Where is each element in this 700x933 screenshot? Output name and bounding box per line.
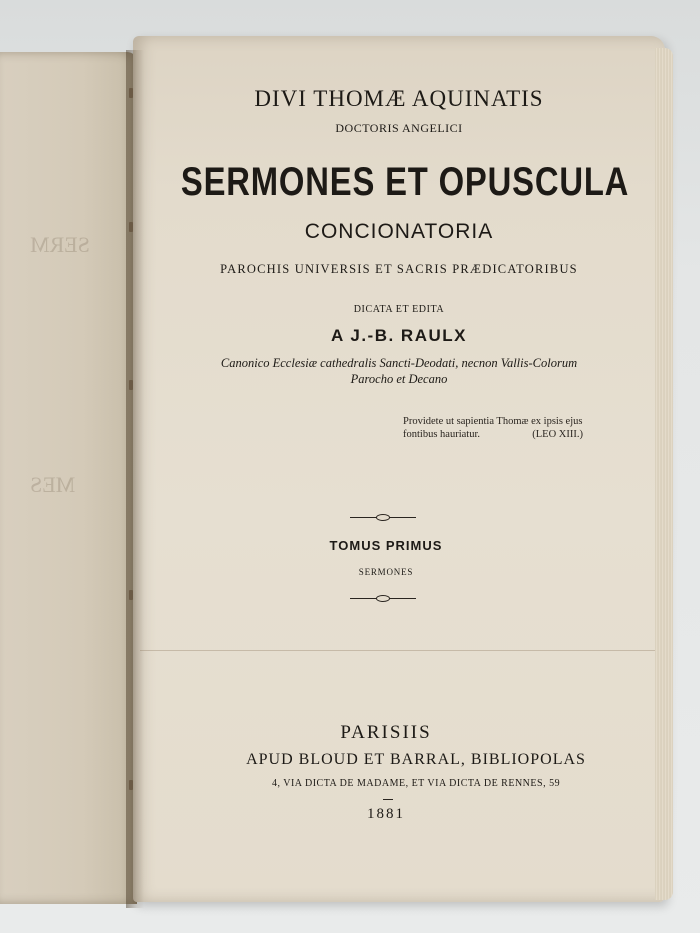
- bleed-through-text: MES: [30, 472, 76, 497]
- ornament-divider: [350, 514, 416, 522]
- editor-role-line-2: Parocho et Decano: [350, 372, 448, 386]
- editor-role-line-1: Canonico Ecclesiæ cathedralis Sancti-Deodati, necnon Vallis-Colorum: [220, 356, 578, 370]
- publication-city: PARISIIS: [340, 722, 432, 743]
- page-edges: [655, 48, 673, 900]
- bleed-through-text: SERM: [30, 232, 90, 257]
- page-crease: [140, 650, 655, 651]
- author-line: DIVI THOMÆ AQUINATIS: [254, 86, 544, 111]
- dedication-line: PAROCHIS UNIVERSIS ET SACRIS PRÆDICATORIBUS: [220, 262, 578, 276]
- rule-dash: [383, 799, 393, 800]
- volume-label: TOMUS PRIMUS: [329, 538, 443, 553]
- epigraph: [403, 415, 613, 441]
- epigraph-line-1: Providete ut sapientia Thomæ ex ipsis ejus: [403, 416, 583, 427]
- dicata-line: DICATA ET EDITA: [353, 304, 445, 315]
- left-page: [0, 52, 137, 904]
- author-epithet: DOCTORIS ANGELICI: [335, 121, 463, 135]
- book-title: SERMONES ET OPUSCULA: [180, 160, 630, 204]
- book-subtitle: CONCIONATORIA: [304, 220, 494, 243]
- binding-stitch: [129, 780, 133, 790]
- binding-stitch: [129, 590, 133, 600]
- publisher-line: APUD BLOUD ET BARRAL, BIBLIOPOLAS: [246, 751, 586, 768]
- editor-name: A J.-B. RAULX: [331, 326, 467, 345]
- epigraph-line-2: fontibus hauriatur.: [403, 429, 480, 440]
- volume-subject: SERMONES: [358, 567, 414, 577]
- epigraph-source: (LEO XIII.): [532, 429, 583, 440]
- publication-year: 1881: [367, 806, 405, 822]
- ornament-divider: [350, 595, 416, 603]
- publisher-address: 4, VIA DICTA DE MADAME, ET VIA DICTA DE RENNES, 59: [271, 778, 561, 789]
